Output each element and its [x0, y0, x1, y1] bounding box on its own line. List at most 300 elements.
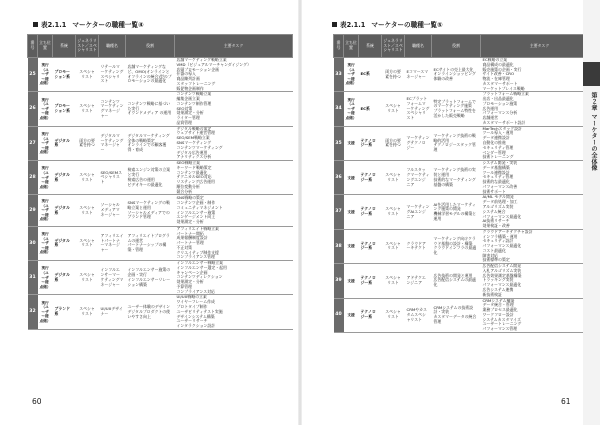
- tasks-cell: [175, 58, 293, 92]
- table-row: [28, 58, 293, 92]
- cell-line: 編集企画立案: [176, 96, 200, 102]
- cell-line: ユーザビリティテスト実施: [176, 308, 223, 314]
- role-cell: [432, 229, 481, 263]
- job-title-cell: CRMやカスタムスペシャリスト: [405, 298, 432, 332]
- domain-cell: テクノロジー系: [359, 264, 382, 298]
- type-cell: 両方の要素を持つ: [382, 126, 405, 160]
- role-cell: [126, 92, 175, 126]
- role-cell: [126, 226, 175, 260]
- cell-line: 技術的な最適化: [482, 179, 510, 185]
- type-cell: スペシャリスト: [76, 261, 99, 295]
- cell-line: ウェブサイト運営管理: [176, 130, 215, 136]
- square-bullet-icon: [33, 22, 38, 27]
- cell-line: 技術トレーニング: [482, 154, 514, 160]
- cell-line: 予算管理: [176, 283, 193, 289]
- cell-line: パフォーマンス分析: [482, 110, 518, 116]
- row-number: 27: [28, 126, 38, 160]
- table-label: 表2.1.1: [41, 21, 67, 29]
- domain-cell: テクノロジー系: [359, 126, 382, 160]
- column-header: ジェネラリスト／スペシャリスト: [76, 35, 99, 58]
- job-title-cell: クラウドアーキテクト: [405, 229, 432, 263]
- position-cell: 支援: [344, 195, 359, 229]
- job-title-cell: マーケティングテクノロジー: [405, 126, 432, 160]
- table-header-row: [334, 35, 599, 58]
- column-header: 系統: [53, 35, 76, 58]
- row-number: 38: [334, 229, 344, 263]
- cell-line: SNSマーケティング: [176, 140, 212, 146]
- cell-line: 物流・在庫管理: [482, 76, 510, 82]
- column-header: 職種名: [99, 35, 126, 58]
- tasks-cell: [175, 295, 293, 329]
- cell-line: 商品陳列計画: [176, 76, 200, 82]
- job-title-cell: フルスタックマーケティングエンジニア: [405, 161, 432, 195]
- tasks-cell: [481, 58, 599, 92]
- table-row: [334, 58, 599, 92]
- column-header: 主要タスク: [481, 35, 599, 58]
- cell-line: データ統合・管理: [482, 302, 514, 308]
- row-number: 35: [334, 126, 344, 160]
- type-cell: スペシャリスト: [382, 264, 405, 298]
- cell-line: コンテンツ戦略に基づいた実行: [127, 100, 171, 111]
- cell-line: コミュニティマネジメント: [176, 204, 223, 210]
- position-cell: 実行（ユーザー接点側）: [344, 92, 359, 126]
- job-table: [27, 34, 293, 330]
- tasks-cell: [175, 92, 293, 126]
- job-title-cell: コンテンツマーケティングマネージャー: [99, 92, 126, 126]
- cell-line: カスタマーサポート: [482, 80, 518, 86]
- cell-line: 特定プラットフォームでのマーケティング施策: [433, 98, 476, 109]
- cell-line: 販促物企画制作: [176, 85, 204, 91]
- cell-line: ツール連携設計: [482, 169, 510, 175]
- job-title-cell: UI/UXデザイナー: [99, 295, 126, 329]
- cell-line: SEO対策: [176, 105, 193, 111]
- cell-line: クリエイティブ制作支援: [176, 249, 219, 255]
- cell-line: マーケティング向けクラウド基盤の設計・構築: [433, 235, 476, 246]
- cell-line: CRMシステム構築: [482, 298, 515, 303]
- tasks-cell: [481, 195, 599, 229]
- column-header: 番号: [334, 35, 344, 58]
- table-row: [28, 226, 293, 260]
- chapter-label: 第２章 マーケターの全体像: [590, 92, 597, 172]
- cell-line: 競合分析: [176, 188, 193, 194]
- table-label: 表2.1.1: [340, 21, 366, 29]
- row-number: 34: [334, 92, 344, 126]
- cell-line: ベンダー管理: [482, 149, 506, 155]
- tasks-cell: [175, 195, 293, 226]
- cell-line: マーケティング技術の実装と運用: [433, 167, 476, 177]
- cell-line: ビデオキーの最適化: [127, 181, 163, 187]
- cell-line: MarTechスタック設計: [482, 126, 522, 131]
- type-cell: スペシャリスト: [382, 161, 405, 195]
- cell-line: アフィリエイト戦略立案: [176, 226, 219, 231]
- tasks-cell: [175, 226, 293, 260]
- type-cell: スペシャリスト: [76, 295, 99, 329]
- cell-line: SEO戦略立案: [176, 160, 201, 166]
- position-cell: 実行（ユーザー接点側）: [38, 261, 53, 295]
- domain-cell: デジタル系: [53, 161, 76, 195]
- type-cell: 両方の要素を持つ: [382, 58, 405, 92]
- cell-line: マーケティング技術の戦略的活用: [433, 132, 476, 143]
- tasks-cell: [481, 229, 599, 263]
- cell-line: パートナー開拓: [176, 230, 204, 236]
- role-cell: [126, 58, 175, 92]
- cell-line: 品質管理: [176, 119, 193, 125]
- position-cell: 実行（ユーザー接点側）: [38, 195, 53, 226]
- row-number: 36: [334, 161, 344, 195]
- job-title-cell: デジタルマーケティングマネージャー: [99, 126, 126, 160]
- cell-line: オンラインでの顧客獲得・育成: [127, 142, 167, 153]
- cell-line: インフルエンサー施策: [176, 209, 216, 215]
- column-header: 役割: [126, 35, 175, 58]
- cell-line: キーワード戦略策定: [176, 164, 212, 170]
- cell-line: アフィリエイトプログラムの運営: [127, 232, 170, 243]
- cell-line: システム開発・実装: [482, 160, 518, 166]
- cell-line: トラッキング実装: [482, 277, 514, 283]
- cell-line: カスタマーサポート設計: [482, 119, 526, 125]
- role-cell: [432, 195, 481, 229]
- cell-line: データ前処理・加工: [482, 199, 518, 205]
- chapter-tab: [583, 62, 600, 86]
- cell-line: パートナー管理: [176, 240, 204, 246]
- cell-line: ECサイトの売上最大化: [433, 66, 474, 72]
- type-cell: スペシャリスト: [76, 58, 99, 92]
- type-cell: スペシャリスト: [382, 195, 405, 229]
- cell-line: 広告運用: [482, 105, 499, 111]
- domain-cell: テクノロジー系: [359, 195, 382, 229]
- row-number: 39: [334, 264, 344, 298]
- cell-line: 広告技術の開発と運用: [433, 272, 473, 278]
- cell-line: パフォーマンス改善: [482, 183, 518, 189]
- table-heading: マーケターの職種一覧⑤: [371, 21, 443, 29]
- cell-line: CRMシステムの技術設計・実装: [433, 304, 474, 315]
- cell-line: オウンドメディア の運用: [127, 110, 172, 116]
- cell-line: 技術標準の策定: [482, 257, 510, 263]
- cell-line: インフルエンサー選定・起用: [176, 264, 227, 270]
- column-header: ジェネラリスト／スペシャリスト: [382, 35, 405, 58]
- type-cell: 両方の要素を持つ: [76, 126, 99, 160]
- position-cell: 実行（ユーザー接点側）: [38, 58, 53, 92]
- cell-line: SEO/SEM戦略立案: [176, 135, 210, 141]
- column-header: 番号: [28, 35, 38, 58]
- tasks-cell: [481, 92, 599, 126]
- cell-line: デジタル戦略の策定: [176, 126, 212, 131]
- cell-line: コンプライアンス対応: [176, 288, 215, 294]
- cell-line: 業務プロセス最適化: [482, 307, 518, 313]
- column-header: 職種名: [405, 35, 432, 58]
- cell-line: AI技術リサーチ: [482, 218, 510, 224]
- table-row: [28, 195, 293, 226]
- tasks-cell: [175, 261, 293, 295]
- position-cell: 実行（ユーザー接点側）: [38, 295, 53, 329]
- cell-line: 店舗マーケティングなど、OMO(オンラインとオフラインの統合)型のプロモーションの最適化: [127, 64, 172, 84]
- cell-line: デジタルプロダクトの使いやすさ向上: [127, 308, 171, 319]
- cell-line: テクニカルSEO対応: [176, 174, 212, 180]
- position-cell: 支援: [344, 229, 359, 263]
- role-cell: [126, 261, 175, 295]
- cell-line: マーケットプレイス戦略: [482, 85, 525, 91]
- column-header: 系統: [359, 35, 382, 58]
- row-number: 29: [28, 195, 38, 226]
- cell-line: カスタマーデータの統合管理: [433, 314, 477, 324]
- cell-line: データ連携設計: [482, 135, 510, 141]
- role-cell: [432, 298, 481, 332]
- cell-line: インタラクション設計: [176, 323, 216, 329]
- cell-line: AIを活用したマーケティング施策の開発: [433, 201, 476, 212]
- tasks-cell: [175, 161, 293, 195]
- domain-cell: テクノロジー系: [359, 298, 382, 332]
- position-cell: 実行（ユーザー接点側）: [38, 161, 53, 195]
- role-cell: [126, 161, 175, 195]
- cell-line: ソーシャルメディアでのブランド管理: [127, 209, 170, 220]
- cell-line: デジタルマーケティング全体の戦略策定: [127, 132, 170, 143]
- cell-line: 成果報酬制度設計: [176, 235, 208, 241]
- cell-line: ユーザーリサーチ: [176, 318, 208, 324]
- cell-line: 広告システム連携: [482, 286, 514, 292]
- row-number: 30: [28, 226, 38, 260]
- table-row: [334, 92, 599, 126]
- domain-cell: デジタル系: [53, 126, 76, 160]
- cell-line: アルゴリズム実装: [482, 203, 514, 209]
- type-cell: スペシャリスト: [382, 92, 405, 126]
- type-cell: スペシャリスト: [76, 161, 99, 195]
- cell-line: プロトタイプ制作: [176, 303, 208, 309]
- table-row: [334, 298, 599, 332]
- cell-line: 順位変動分析: [176, 183, 200, 189]
- role-cell: [126, 126, 175, 160]
- cell-line: コンテンツ制作管理: [176, 100, 212, 106]
- job-title-cell: Eコマースマネージャー: [405, 58, 432, 92]
- cell-line: ユーザートレーニング: [482, 321, 522, 327]
- table-row: [334, 229, 599, 263]
- cell-line: ワイヤーフレーム作成: [176, 299, 215, 305]
- cell-line: ツール導入・運用: [482, 130, 514, 136]
- table-row: [28, 261, 293, 295]
- cell-line: エンゲージメント向上: [176, 214, 216, 220]
- row-number: 40: [334, 298, 344, 332]
- job-title-cell: インフルエンサーマーケティングマネージャー: [99, 261, 126, 295]
- cell-line: 自動化の推進: [482, 140, 506, 146]
- position-cell: 実行（ユーザー接点側）: [38, 126, 53, 160]
- cell-line: セキュリティ管理: [482, 174, 514, 180]
- cell-line: アナリティクス分析: [176, 154, 212, 160]
- cell-line: 検索広告の運用: [127, 176, 155, 182]
- cell-line: 効果検証・改善: [482, 223, 510, 229]
- cell-line: インフラ構築・運用: [482, 233, 518, 239]
- domain-cell: EC系: [359, 58, 382, 92]
- job-title-cell: マーケティングAIエンジニア: [405, 195, 432, 229]
- role-cell: [432, 92, 481, 126]
- type-cell: スペシャリスト: [382, 229, 405, 263]
- job-title-cell: SEO/SEMスペシャリスト: [99, 161, 126, 195]
- cell-line: パフォーマンス管理: [482, 326, 518, 332]
- row-number: 32: [28, 295, 38, 329]
- job-title-cell: アドテクエンジニア: [405, 264, 432, 298]
- cell-line: 販売施策の企画・実行: [482, 66, 522, 72]
- column-header: 立ち位置: [344, 35, 359, 58]
- tasks-cell: [481, 298, 599, 332]
- cell-line: UI/UX戦略の立案: [176, 294, 207, 300]
- square-bullet-icon: [332, 22, 337, 27]
- cell-line: パフォーマンス最適化: [482, 213, 522, 219]
- table-row: [334, 161, 599, 195]
- role-cell: [432, 264, 481, 298]
- row-number: 28: [28, 161, 38, 195]
- cell-line: SNSマーケティングの戦略立案と運用: [127, 200, 170, 210]
- domain-cell: テクノロジー系: [359, 229, 382, 263]
- role-cell: [126, 195, 175, 226]
- job-title-cell: アフィリエイトパートナーマネージャー: [99, 226, 126, 260]
- job-title-cell: リテールマーケティングスペシャリスト: [99, 58, 126, 92]
- domain-cell: デジタル系: [53, 261, 76, 295]
- domain-cell: デジタル系: [53, 195, 76, 226]
- position-cell: 支援: [344, 126, 359, 160]
- cell-line: パートナーシップの構築・管理: [127, 242, 167, 253]
- cell-line: 出店・出品最適化: [482, 96, 514, 102]
- cell-line: データ基盤構築: [482, 164, 510, 170]
- cell-line: 効果測定・分析: [176, 110, 204, 116]
- tasks-cell: [481, 264, 599, 298]
- cell-line: セキュリティ設計: [482, 238, 514, 244]
- cell-line: VMD（ビジュアルマーチャンダイジング）: [176, 61, 252, 67]
- tasks-cell: [175, 126, 293, 160]
- cell-line: システムカスタマイズ: [482, 316, 521, 322]
- table-row: [28, 92, 293, 126]
- cell-line: ワークフロー設計: [482, 311, 514, 317]
- job-title-cell: ECプラットフォームマーケティングスペシャリスト: [405, 92, 432, 126]
- cell-line: 店頭プロモーション企画: [176, 66, 219, 72]
- tasks-cell: [481, 161, 599, 195]
- cell-line: システム統合: [482, 208, 506, 214]
- cell-line: 店舗マーケティング戦略立案: [176, 57, 227, 62]
- cell-line: スタッフトレーニング: [176, 80, 216, 86]
- row-number: 25: [28, 58, 38, 92]
- cell-line: 効果測定・分析: [176, 219, 204, 225]
- cell-line: テクノロジースタック管理: [433, 142, 476, 153]
- right-page: [300, 0, 600, 425]
- position-cell: 支援: [344, 298, 359, 332]
- cell-line: 商品構成の最適化: [482, 61, 514, 67]
- column-header: 役割: [432, 35, 481, 58]
- cell-line: 不正対策: [176, 244, 193, 250]
- role-cell: [432, 126, 481, 160]
- cell-line: コンテンツ最適化: [176, 169, 208, 175]
- type-cell: スペシャリスト: [382, 298, 405, 332]
- cell-line: クラウドアーキテクチャ設計: [482, 229, 533, 234]
- cell-line: 機械学習モデルの構築と運用: [433, 211, 477, 221]
- domain-cell: EC系: [359, 92, 382, 126]
- cell-line: キャンペーン企画: [176, 269, 208, 275]
- column-header: 主要タスク: [175, 35, 293, 58]
- cell-line: SNS戦略の策定: [176, 195, 204, 201]
- row-number: 37: [334, 195, 344, 229]
- cell-line: プラットフォーム戦略立案: [482, 91, 529, 97]
- cell-line: AI/ML モデル開発: [482, 194, 514, 200]
- type-cell: スペシャリスト: [76, 195, 99, 226]
- domain-cell: プロモーション系: [53, 92, 76, 126]
- domain-cell: ブランド系: [53, 295, 76, 329]
- cell-line: コンテンツマーケティング: [176, 144, 223, 150]
- cell-line: コンテンツ戦略立案: [176, 91, 212, 97]
- cell-line: サイト改善・CRO: [482, 71, 515, 77]
- cell-line: パフォーマンス最適化: [482, 282, 522, 288]
- table-title: [332, 19, 443, 29]
- cell-line: セキュリティ管理: [482, 144, 514, 150]
- table-title: [33, 19, 144, 29]
- table-row: [28, 295, 293, 329]
- table-heading: マーケターの職種一覧④: [72, 21, 144, 29]
- domain-cell: プロモーション系: [53, 58, 76, 92]
- table-row: [334, 264, 599, 298]
- cell-line: 入札アルゴリズム実装: [482, 267, 522, 273]
- cell-line: 障害対応: [482, 252, 499, 258]
- cell-line: コンテンツ企画・制作: [176, 200, 216, 206]
- type-cell: スペシャリスト: [76, 92, 99, 126]
- position-cell: 支援: [344, 264, 359, 298]
- cell-line: プラットフォーム特性を活かした販売戦略: [433, 108, 476, 118]
- domain-cell: テクノロジー系: [359, 161, 382, 195]
- type-cell: スペシャリスト: [76, 226, 99, 260]
- cell-line: コンプライアンス管理: [176, 254, 215, 260]
- cell-line: 新技術検証: [482, 291, 502, 297]
- cell-line: パフォーマンス最適化: [482, 243, 522, 249]
- role-cell: [432, 161, 481, 195]
- page-number: 61: [561, 397, 571, 406]
- domain-cell: デジタル系: [53, 226, 76, 260]
- cell-line: EC戦略の立案: [482, 57, 508, 62]
- table-row: [28, 161, 293, 195]
- cell-line: コスト最適化: [482, 247, 506, 253]
- cell-line: 検索エンジン対策の立案と実行: [127, 167, 171, 177]
- cell-line: 広告配信システム開発: [482, 263, 522, 269]
- row-number: 31: [28, 261, 38, 295]
- cell-line: ユーザー体験のデザイン: [127, 303, 171, 309]
- position-cell: 実行（ユーザー接点側）: [38, 226, 53, 260]
- position-cell: 実行（ユーザー接点側）: [344, 58, 359, 92]
- job-table: [333, 34, 599, 333]
- cell-line: コンテンツディレクション: [176, 274, 223, 280]
- table-row: [334, 195, 599, 229]
- table-row: [28, 126, 293, 160]
- role-cell: [126, 295, 175, 329]
- cell-line: リスティング広告運用: [176, 179, 215, 185]
- column-header: 立ち位置: [38, 35, 53, 58]
- tasks-cell: [481, 126, 599, 160]
- cell-line: インフルエンサーリレーション構築: [127, 276, 171, 287]
- position-cell: 実行（ユーザー接点側）: [38, 92, 53, 126]
- position-cell: 支援: [344, 161, 359, 195]
- cell-line: デジタル広告運用: [176, 149, 208, 155]
- cell-line: 技術サポート: [482, 188, 506, 194]
- page-number: 60: [32, 397, 42, 406]
- cell-line: デザインシステム構築: [176, 313, 215, 319]
- cell-line: 店舗運営: [482, 115, 499, 121]
- cell-line: 広告効果測定基盤構築: [482, 272, 522, 278]
- cell-line: インフルエンサー施策の企画・実行: [127, 267, 171, 277]
- cell-line: 広告配信システムの最適化: [433, 277, 476, 288]
- cell-line: 効果測定・分析: [176, 279, 204, 285]
- cell-line: インフルエンサー戦略立案: [176, 260, 224, 266]
- cell-line: 技術的なマーケティング基盤の構築: [433, 176, 476, 187]
- job-title-cell: ソーシャルメディアマネージャー: [99, 195, 126, 226]
- table-header-row: [28, 35, 293, 58]
- table-row: [334, 126, 599, 160]
- role-cell: [432, 58, 481, 92]
- cell-line: ライター管理: [176, 115, 200, 121]
- cell-line: クラウドインフラの最適化: [433, 245, 477, 256]
- cell-line: 什器の導入: [176, 71, 196, 77]
- row-number: 33: [334, 58, 344, 92]
- cell-line: オンラインショッピング体験の改善: [433, 71, 476, 82]
